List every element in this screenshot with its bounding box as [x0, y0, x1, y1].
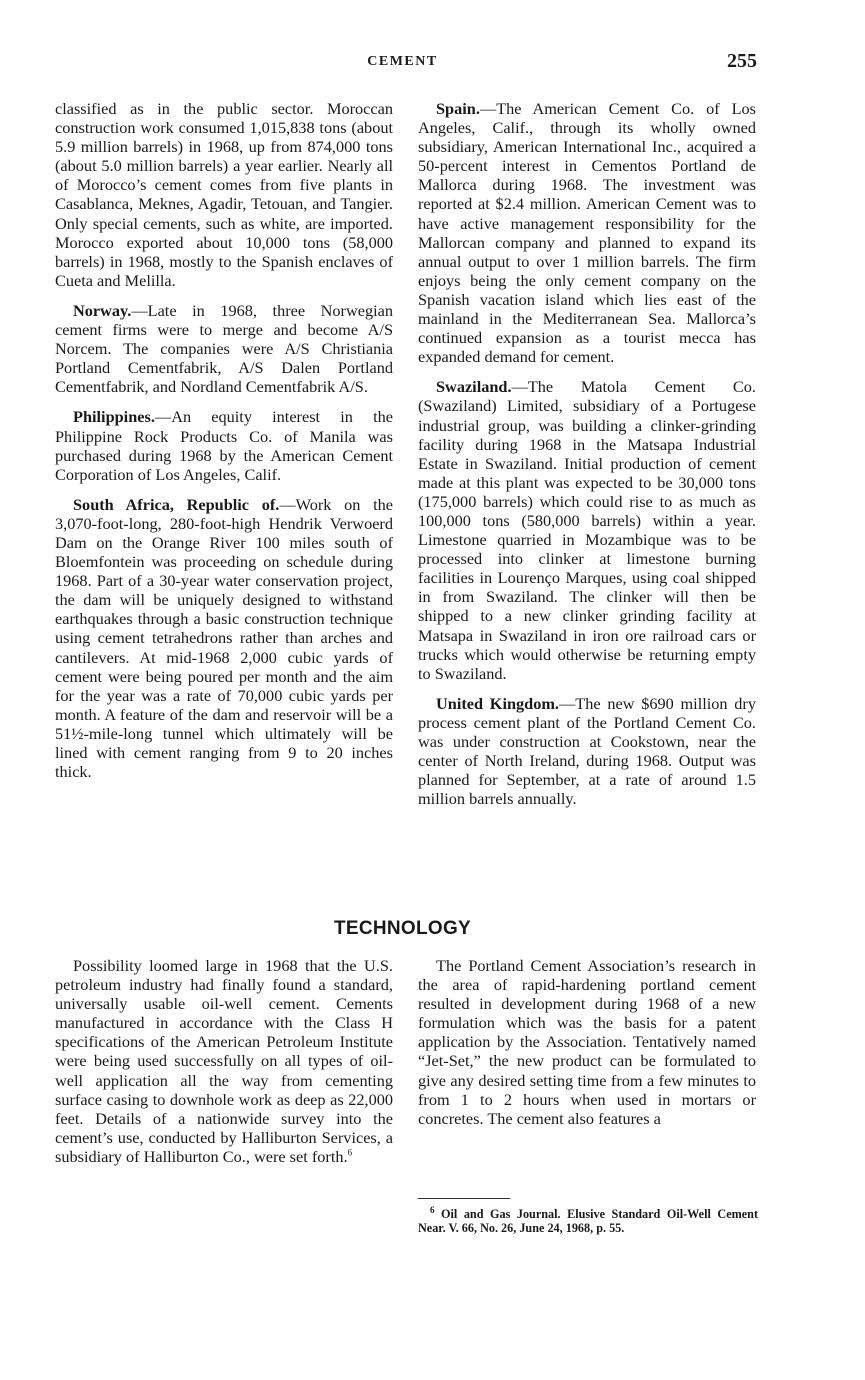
philippines-paragraph: [55, 407, 393, 483]
footnote-divider: [418, 1198, 510, 1199]
page-number: 255: [727, 50, 757, 72]
morocco-continued-paragraph: classified as in the public sector. Moroccan construction work consumed 1,015,838 tons (about 5.9 million barrels) in 1968, up from 874,000 tons (about 5.0 million barrels) a year earlier. Nearly all of Morocco’s cement comes from five plants in Casablanca, Meknes, Agadir, Tetouan, and Tangier. Only special cements, such as white, are imported. Morocco exported about 10,000 tons (58,000 barrels) in 1968, mostly to the Spanish enclaves of Cueta and Melilla.: [55, 99, 393, 290]
norway-text: —Late in 1968, three Norwegian cement firms were to merge and become A/S Norcem. The companies were A/S Christiania Portland Cementfabrik, A/S Dalen Portland Cementfabrik, and Nordland Cementfabrik A/S.: [55, 300, 393, 397]
right-column-bottom: [418, 956, 756, 1139]
norway-paragraph: [55, 301, 393, 396]
running-head: [0, 50, 865, 74]
norway-lead: Norway.: [73, 300, 132, 320]
footnote-text: Oil and Gas Journal. Elusive Standard Oil-Well Cement Near. V. 66, No. 26, June 24, 1968, p. 55.: [418, 1207, 758, 1235]
south-africa-paragraph: [55, 495, 393, 781]
spain-text: —The American Cement Co. of Los Angeles, Calif., through its wholly owned subsidiary, American International Inc., acquired a 50-percent interest in Cementos Portland de Mallorca during 1968. The investment was reported at $2.4 million. American Cement was to have active management responsibility for the Mallorcan company and planned to expand its annual output to over 1 million barrels. The firm enjoys being the only cement company on the Spanish vacation island which lies east of the mainland in the Mediterranean Sea. Mallorca’s continued expansion as a tourist mecca has expanded demand for cement.: [418, 99, 756, 367]
left-column-top: [55, 99, 393, 792]
jet-set-paragraph: The Portland Cement Association’s research in the area of rapid-hardening portland cement resulted in development during 1968 of a new formulation which was the basis for a patent application by the Association. Tentatively named “Jet-Set,” the new product can be formulated to give any desired setting time from a few minutes to from 1 to 2 hours when used in mortars or concretes. The cement also features a: [418, 956, 756, 1128]
south-africa-text: —Work on the 3,070-foot-long, 280-foot-high Hendrik Verwoerd Dam on the Orange River 100 miles south of Bloemfontein was proceeding on schedule during 1968. Part of a 30-year water conservation project, the dam will be uniquely designed to withstand earthquakes through a basic construction technique using cement tetrahedrons rather than arches and cantilevers. At mid-1968 2,000 cubic yards of cement were being poured per month and the aim for the year was a rate of 70,000 cubic yards per month. A feature of the dam and reservoir will be a 51½-mile-long tunnel which ultimately will be lined with cement ranging from 9 to 20 inches thick.: [55, 494, 394, 782]
swaziland-paragraph: [418, 377, 756, 683]
swaziland-text: —The Matola Cement Co. (Swaziland) Limited, subsidiary of a Portugese industrial group, was building a clinker-grinding facility during 1968 in the Matsapa Industrial Estate in Swaziland. Initial production of cement made at this plant was expected to be 30,000 tons (175,000 barrels) which could rise to as much as 100,000 tons (580,000 barrels) within a year. Limestone quarried in Mozambique was to be processed into clinker at limestone burning facilities in Lourenço Marques, using coal shipped in from Swaziland. The clinker will then be shipped to a new clinker grinding facility at Matsapa in Swaziland in iron ore railroad cars or trucks which would otherwise be returning empty to Swaziland.: [418, 377, 756, 683]
right-column-top: [418, 99, 756, 819]
oil-well-cement-paragraph: [55, 956, 393, 1166]
philippines-text: —An equity interest in the Philippine Rock Products Co. of Manila was purchased during 1968 by the American Cement Corporation of Los Angeles, Calif.: [55, 407, 393, 484]
left-column-bottom: [55, 956, 393, 1177]
oil-well-cement-text: Possibility loomed large in 1968 that the U.S. petroleum industry had finally found a standard, universally usable oil-well cement. Cements manufactured in accordance with the Class H specifications of the American Petroleum Institute were being used successfully on all types of oil-well application all the way from cementing surface casing to downhole work as deep as 22,000 feet. Details of a nationwide survey into the cement’s use, conducted by Halliburton Services, a subsidiary of Halliburton Co., were set forth.: [55, 956, 393, 1166]
spain-lead: Spain.: [436, 99, 480, 118]
footnote-marker: 6: [430, 1204, 435, 1215]
footnote-paragraph: [418, 1204, 758, 1235]
united-kingdom-lead: United Kingdom.: [436, 693, 559, 713]
united-kingdom-text: —The new $690 million dry process cement plant of the Portland Cement Co. was under construction at Cookstown, near the center of North Ireland, during 1968. Output was planned for September, at a rate of around 1.5 million barrels annually.: [418, 693, 756, 809]
technology-heading: TECHNOLOGY: [333, 918, 472, 939]
footnote-reference: 6: [347, 1147, 353, 1158]
united-kingdom-paragraph: [418, 694, 756, 809]
footnote: [418, 1204, 758, 1235]
spain-paragraph: [418, 99, 756, 366]
running-title: CEMENT: [367, 54, 438, 69]
south-africa-lead: South Africa, Republic of.: [73, 494, 280, 514]
swaziland-lead: Swaziland.: [436, 377, 512, 397]
philippines-lead: Philippines.: [73, 407, 155, 427]
